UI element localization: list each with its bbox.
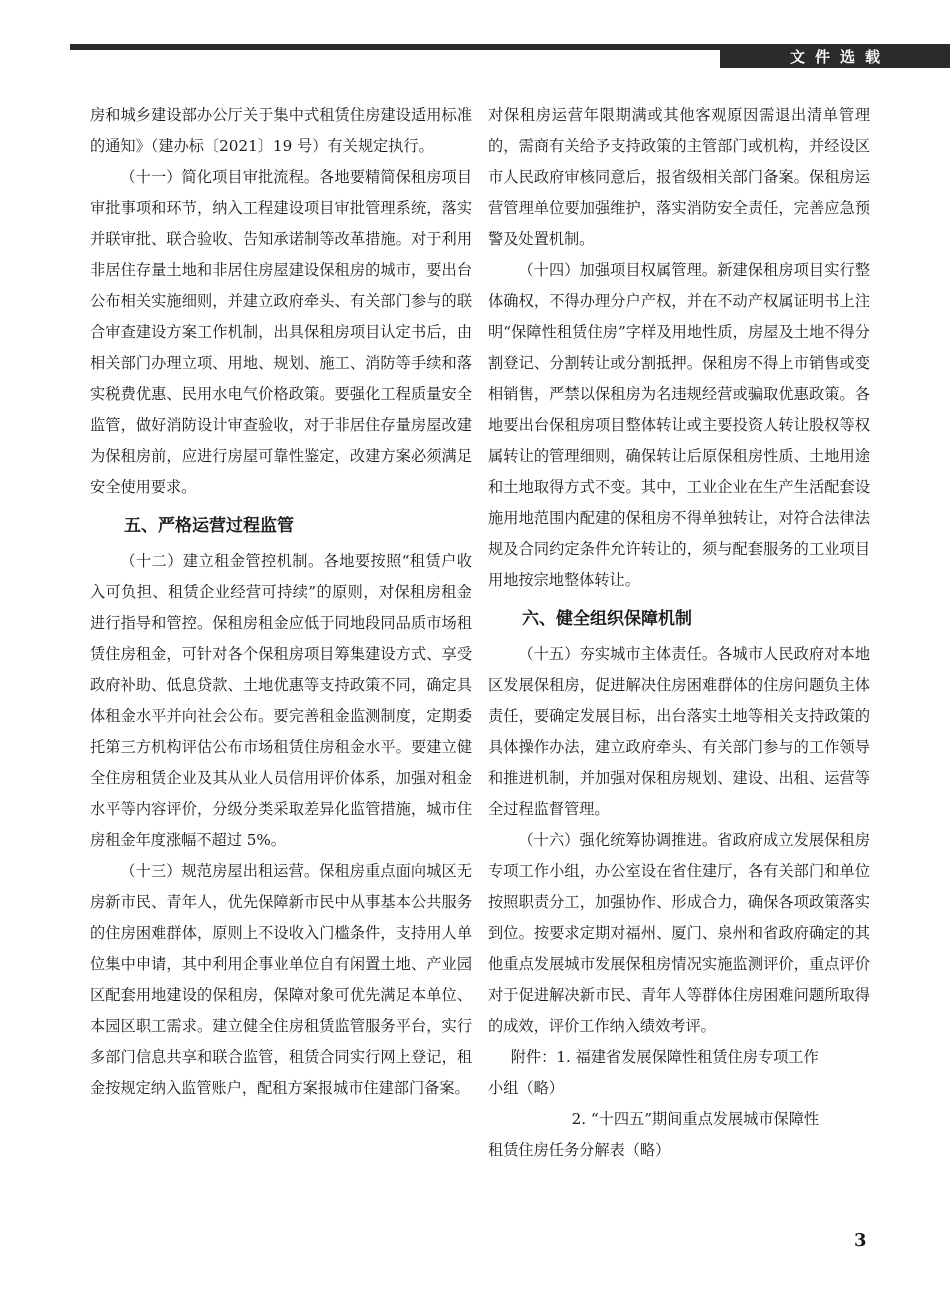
attachments [488,1042,870,1166]
paragraph-12: （十二）建立租金管控机制。各地要按照“租赁户收入可负担、租赁企业经营可持续”的原则，对保租房租金进行指导和管控。保租房租金应低于同地段同品质市场租赁住房租金，可针对各个保租房项目筹集建设方式、享受政府补助、低息贷款、土地优惠等支持政策不同，确定具体租金水平并向社会公布。要完善租金监测制度，定期委托第三方机构评估公布市场租赁住房租金水平。要建立健全住房租赁企业及其从业人员信用评价体系，加强对租金水平等内容评价，分级分类采取差异化监管措施，城市住房租金年度涨幅不超过 5%。 [90,552,472,849]
paragraph-14: （十四）加强项目权属管理。新建保租房项目实行整体确权，不得办理分户产权，并在不动产权属证明书上注明“保障性租赁住房”字样及用地性质，房屋及土地不得分割登记、分割转让或分割抵押。保租房不得上市销售或变相销售，严禁以保租房为名违规经营或骗取优惠政策。各地要出台保租房项目整体转让或主要投资人转让股权等权属转让的管理细则，确保转让后原保租房性质、土地用途和土地取得方式不变。其中，工业企业在生产生活配套设施用地范围内配建的保租房不得单独转让，对符合法律法规及合同约定条件允许转让的，须与配套服务的工业项目用地按宗地整体转让。 [488,261,870,589]
section-heading-5: 五、严格运营过程监管 [124,516,294,536]
paragraph-13: （十三）规范房屋出租运营。保租房重点面向城区无房新市民、青年人，优先保障新市民中从事基本公共服务的住房困难群体，原则上不设收入门槛条件，支持用人单位集中申请，其中利用企事业单位自有闲置土地、产业园区配套用地建设的保租房，保障对象可优先满足本单位、本园区职工需求。建立健全住房租赁监管服务平台，实行多部门信息共享和联合监管，租赁合同实行网上登记，租金按规定纳入监管账户，配租方案报城市住建部门备案。 [90,862,472,1097]
paragraph-11: （十一）简化项目审批流程。各地要精简保租房项目审批事项和环节，纳入工程建设项目审批管理系统，落实并联审批、联合验收、告知承诺制等改革措施。对于利用非居住存量土地和非居住房屋建设保租房的城市，要出台公布相关实施细则，并建立政府牵头、有关部门参与的联合审查建设方案工作机制，出具保租房项目认定书后，由相关部门办理立项、用地、规划、施工、消防等手续和落实税费优惠、民用水电气价格政策。要强化工程质量安全监管，做好消防设计审查验收，对于非居住存量房屋改建为保租房前，应进行房屋可靠性鉴定，改建方案必须满足安全使用要求。 [90,168,472,496]
paragraph-13-continued: 对保租房运营年限期满或其他客观原因需退出清单管理的，需商有关给予支持政策的主管部门或机构，并经设区市人民政府审核同意后，报省级相关部门备案。保租房运营管理单位要加强维护，落实消防安全责任，完善应急预警及处置机制。 [488,106,870,248]
paragraph-continued: 房和城乡建设部办公厅关于集中式租赁住房建设适用标准的通知》（建办标〔2021〕19 号）有关规定执行。 [90,106,472,155]
section-heading-6: 六、健全组织保障机制 [522,609,692,629]
right-column [488,100,870,1166]
paragraph-15: （十五）夯实城市主体责任。各城市人民政府对本地区发展保租房，促进解决住房困难群体的住房问题负主体责任，要确定发展目标，出台落实土地等相关支持政策的具体操作办法，建立政府牵头、有关部门参与的工作领导和推进机制，并加强对保租房规划、建设、出租、运营等全过程监督管理。 [488,645,870,818]
attachment-2-line-1: 2. “十四五”期间重点发展城市保障性 [571,1110,820,1128]
attachment-2-line-2: 租赁住房任务分解表（略） [488,1141,671,1159]
section-label: 文件选载 [720,44,950,68]
paragraph-16: （十六）强化统筹协调推进。省政府成立发展保租房专项工作小组，办公室设在省住建厅，各有关部门和单位按照职责分工，加强协作、形成合力，确保各项政策落实到位。按要求定期对福州、厦门、泉州和省政府确定的其他重点发展城市发展保租房情况实施监测评价，重点评价对于促进解决新市民、青年人等群体住房困难问题所取得的成效，评价工作纳入绩效考评。 [488,831,870,1035]
page-number: 3 [854,1230,867,1251]
left-column [90,100,472,1104]
attachment-1-line-1: 附件：1. 福建省发展保障性租赁住房专项工作 [510,1048,819,1066]
attachment-1-line-2: 小组（略） [488,1079,564,1097]
